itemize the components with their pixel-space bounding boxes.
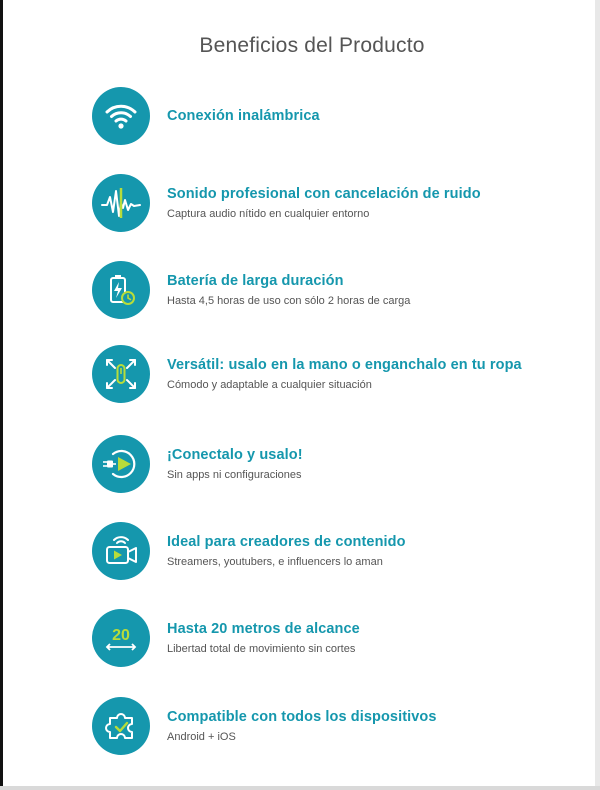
benefit-item-range — [92, 609, 592, 669]
right-edge-border — [595, 0, 600, 790]
page-title: Beneficios del Producto — [199, 34, 425, 57]
benefit-item-battery — [92, 261, 592, 321]
benefit-heading: Sonido profesional con cancelación de ruido — [167, 186, 481, 202]
benefit-description: Libertad total de movimiento sin cortes — [167, 643, 356, 655]
benefit-description: Cómodo y adaptable a cualquier situación — [167, 379, 372, 391]
plug-play-icon — [92, 435, 150, 493]
puzzle-compatibility-icon — [92, 697, 150, 755]
battery-charging-icon — [92, 261, 150, 319]
range-20-meters-icon — [92, 609, 150, 667]
benefit-item-plug-and-play — [92, 435, 592, 495]
benefit-item-content-creators — [92, 522, 592, 582]
benefit-heading: Conexión inalámbrica — [167, 108, 320, 124]
benefit-heading: Hasta 20 metros de alcance — [167, 621, 360, 637]
wifi-icon — [92, 87, 150, 145]
bottom-edge-border — [0, 786, 600, 790]
benefit-heading: ¡Conectalo y usalo! — [167, 447, 303, 463]
range-number-label: 20 — [112, 627, 130, 644]
versatile-expand-icon — [92, 345, 150, 403]
benefit-heading: Ideal para creadores de contenido — [167, 534, 406, 550]
benefit-item-versatile — [92, 345, 592, 405]
sound-wave-icon — [92, 174, 150, 232]
benefit-description: Sin apps ni configuraciones — [167, 469, 302, 481]
video-camera-icon — [92, 522, 150, 580]
benefit-heading: Compatible con todos los dispositivos — [167, 709, 437, 725]
benefit-heading: Versátil: usalo en la mano o enganchalo en tu ropa — [167, 357, 522, 373]
benefit-description: Streamers, youtubers, e influencers lo aman — [167, 556, 383, 568]
benefit-description: Android + iOS — [167, 731, 236, 743]
benefit-item-compatibility — [92, 697, 592, 757]
left-edge-border — [0, 0, 3, 790]
benefit-description: Hasta 4,5 horas de uso con sólo 2 horas de carga — [167, 295, 411, 307]
benefit-description: Captura audio nítido en cualquier entorno — [167, 208, 370, 220]
benefit-item-wireless — [92, 87, 592, 147]
benefit-heading: Batería de larga duración — [167, 273, 344, 289]
benefit-item-sound — [92, 174, 592, 234]
